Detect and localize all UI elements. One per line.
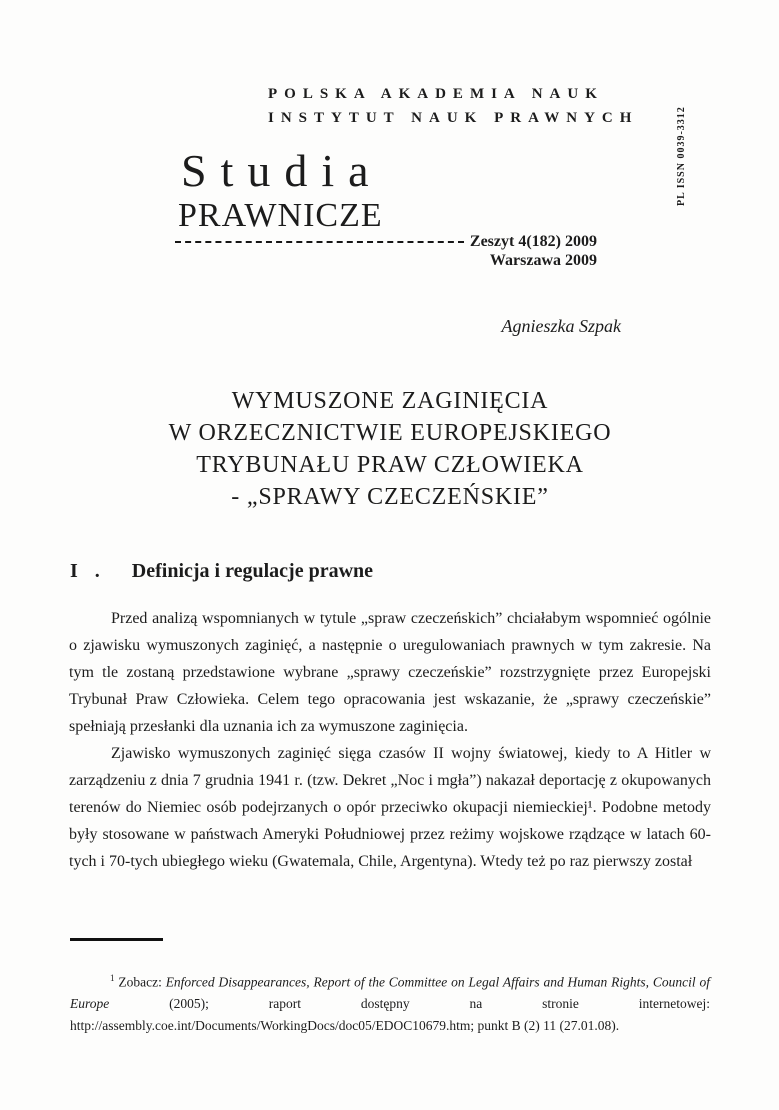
publisher-block: [268, 82, 638, 130]
footnote-text: [70, 967, 710, 1038]
article-title: [70, 385, 710, 513]
journal-title-studia: Studia: [181, 145, 383, 196]
journal-title-prawnicze: PRAWNICZE: [178, 197, 383, 234]
paragraph-2: Zjawisko wymuszonych zaginięć sięga czasów II wojny światowej, kiedy to A Hitler w zarządzeniu z dnia 7 grudnia 1941 r. (tzw. Dekret „Noc i mgła”) nakazał deportację z okupowanych terenów do Niemiec osób podejrzanych o opór przeciwko okupacji niemieckiej¹. Podobne metody były stosowane w państwach Ameryki Południowej przez reżimy wojskowe rządzące w latach 60-tych i 70-tych ubiegłego wieku (Gwatemala, Chile, Argentyna). Wtedy też po raz pierwszy został: [69, 745, 711, 870]
article-title-line-2: W ORZECZNICTWIE EUROPEJSKIEGO: [168, 420, 612, 446]
issn-vertical-label: PL ISSN 0039-3312: [676, 106, 687, 206]
article-title-line-1: WYMUSZONE ZAGINIĘCIA: [231, 388, 549, 414]
body-text: [69, 605, 711, 875]
article-title-line-4: - „SPRAWY CZECZEŃSKIE”: [231, 484, 549, 510]
section-title: Definicja i regulacje prawne: [131, 560, 374, 582]
publisher-line-1: POLSKA AKADEMIA NAUK: [268, 86, 604, 102]
paragraph-1: Przed analizą wspomnianych w tytule „spraw czeczeńskich” chciałabym wspomnieć ogólnie o zjawisku wymuszonych zaginięć, a następnie o uregulowaniach prawnych w tym zakresie. Na tym tle zostaną przedstawione wybrane „sprawy czeczeńskie” rozstrzygnięte przez Europejski Trybunał Praw Człowieka. Celem tego opracowania jest wskazanie, że „sprawy czeczeńskie” spełniają przesłanki dla uznania ich za wymuszone zaginięcia.: [69, 610, 711, 735]
footnote-separator: [70, 938, 163, 941]
dashed-rule: [175, 241, 464, 243]
issue-row: [175, 233, 597, 251]
footnote-rest: (2005); raport dostępny na stronie internetowej: http://assembly.coe.int/Documents/WorkingDocs/doc05/EDOC10679.htm; punkt B (2) 11 (27.01.08).: [70, 996, 710, 1033]
section-number: I .: [70, 560, 106, 582]
footnote-lead: Zobacz:: [118, 974, 166, 989]
place-year-label: Warszawa 2009: [489, 252, 597, 269]
publisher-line-2: INSTYTUT NAUK PRAWNYCH: [268, 110, 639, 126]
footnote-marker: 1: [110, 972, 115, 983]
issue-label: Zeszyt 4(182) 2009: [469, 233, 597, 250]
footnote-cited-title: Enforced Disappearances, Report of the Committee on Legal Affairs and Human Rights, Council of Europe: [70, 974, 710, 1011]
author-name: Agnieszka Szpak: [501, 316, 621, 336]
section-heading: [70, 560, 373, 583]
article-title-line-3: TRYBUNAŁU PRAW CZŁOWIEKA: [196, 452, 584, 478]
